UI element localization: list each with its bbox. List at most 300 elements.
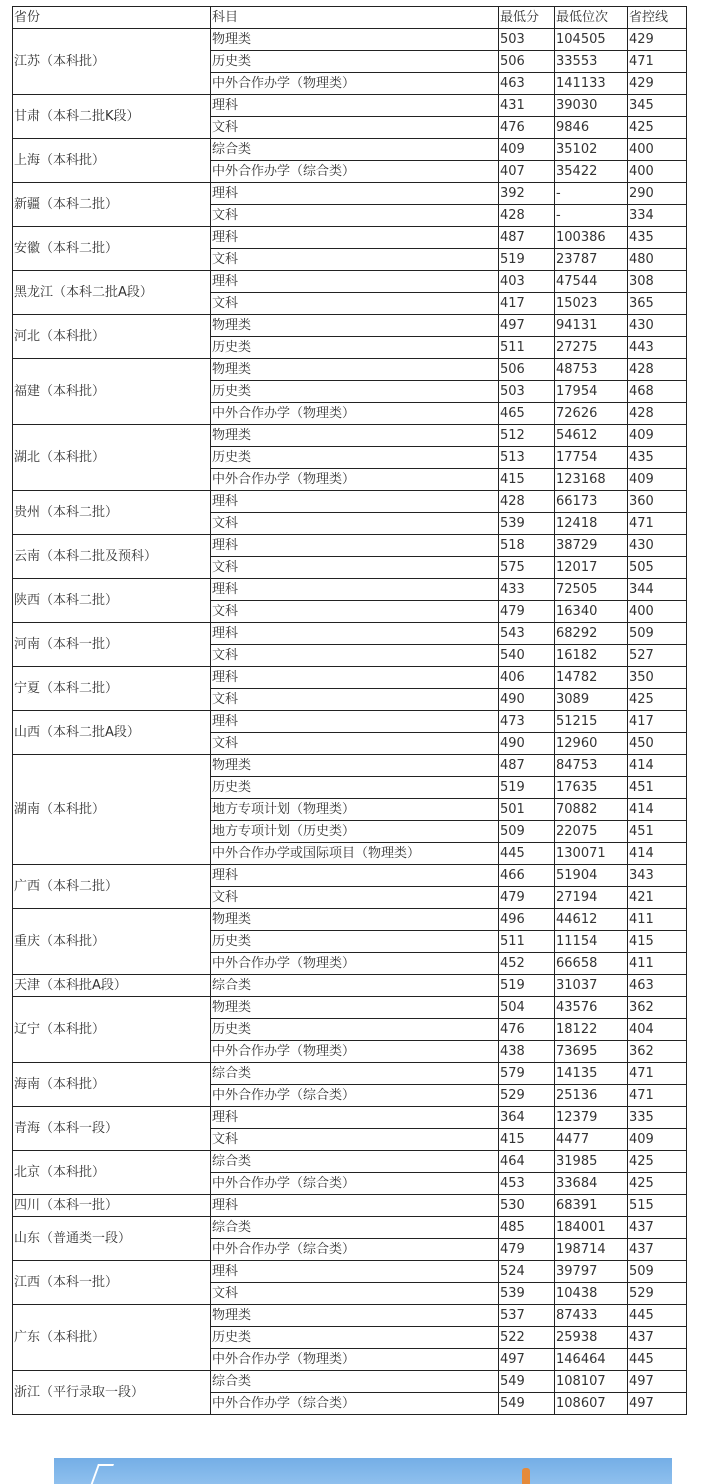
subject-cell: 文科 bbox=[211, 117, 499, 139]
min-score-cell: 522 bbox=[499, 1327, 555, 1349]
control-line-cell: 409 bbox=[628, 1129, 687, 1151]
control-line-cell: 365 bbox=[628, 293, 687, 315]
subject-cell: 理科 bbox=[211, 535, 499, 557]
subject-cell: 地方专项计划（历史类） bbox=[211, 821, 499, 843]
control-line-cell: 505 bbox=[628, 557, 687, 579]
subject-cell: 理科 bbox=[211, 1261, 499, 1283]
subject-cell: 中外合作办学（物理类） bbox=[211, 1041, 499, 1063]
subject-cell: 文科 bbox=[211, 1129, 499, 1151]
province-cell: 上海（本科批） bbox=[13, 139, 211, 183]
table-row bbox=[13, 667, 687, 689]
min-rank-cell: 146464 bbox=[555, 1349, 628, 1371]
subject-cell: 历史类 bbox=[211, 1327, 499, 1349]
min-rank-cell: 27275 bbox=[555, 337, 628, 359]
min-rank-cell: 33684 bbox=[555, 1173, 628, 1195]
province-cell: 浙江（平行录取一段） bbox=[13, 1371, 211, 1415]
min-rank-cell: 108607 bbox=[555, 1393, 628, 1415]
control-line-cell: 404 bbox=[628, 1019, 687, 1041]
province-cell: 广西（本科二批） bbox=[13, 865, 211, 909]
control-line-cell: 445 bbox=[628, 1349, 687, 1371]
admission-score-table bbox=[12, 6, 687, 1415]
min-rank-cell: 184001 bbox=[555, 1217, 628, 1239]
subject-cell: 文科 bbox=[211, 645, 499, 667]
min-score-cell: 403 bbox=[499, 271, 555, 293]
province-cell: 宁夏（本科二批） bbox=[13, 667, 211, 711]
province-cell: 安徽（本科二批） bbox=[13, 227, 211, 271]
control-line-cell: 471 bbox=[628, 1063, 687, 1085]
table-row bbox=[13, 491, 687, 513]
table-row bbox=[13, 1371, 687, 1393]
control-line-cell: 415 bbox=[628, 931, 687, 953]
province-cell: 江苏（本科批） bbox=[13, 29, 211, 95]
min-rank-cell: 68391 bbox=[555, 1195, 628, 1217]
min-score-cell: 579 bbox=[499, 1063, 555, 1085]
min-score-cell: 504 bbox=[499, 997, 555, 1019]
min-score-cell: 466 bbox=[499, 865, 555, 887]
control-line-cell: 425 bbox=[628, 117, 687, 139]
subject-cell: 文科 bbox=[211, 689, 499, 711]
min-rank-cell: 14135 bbox=[555, 1063, 628, 1085]
min-rank-cell: 198714 bbox=[555, 1239, 628, 1261]
banner-decoration bbox=[90, 1464, 114, 1484]
subject-cell: 文科 bbox=[211, 249, 499, 271]
min-rank-cell: 12017 bbox=[555, 557, 628, 579]
min-score-cell: 575 bbox=[499, 557, 555, 579]
min-score-cell: 519 bbox=[499, 975, 555, 997]
control-line-cell: 480 bbox=[628, 249, 687, 271]
min-rank-cell: 3089 bbox=[555, 689, 628, 711]
table-row bbox=[13, 865, 687, 887]
control-line-cell: 421 bbox=[628, 887, 687, 909]
province-cell: 福建（本科批） bbox=[13, 359, 211, 425]
min-score-cell: 406 bbox=[499, 667, 555, 689]
min-score-cell: 512 bbox=[499, 425, 555, 447]
min-rank-cell: 47544 bbox=[555, 271, 628, 293]
min-rank-cell: 108107 bbox=[555, 1371, 628, 1393]
min-score-cell: 415 bbox=[499, 1129, 555, 1151]
subject-cell: 物理类 bbox=[211, 755, 499, 777]
table-row bbox=[13, 95, 687, 117]
subject-cell: 理科 bbox=[211, 579, 499, 601]
header-subject: 科目 bbox=[211, 7, 499, 29]
subject-cell: 理科 bbox=[211, 183, 499, 205]
min-score-cell: 501 bbox=[499, 799, 555, 821]
min-score-cell: 479 bbox=[499, 1239, 555, 1261]
min-rank-cell: 33553 bbox=[555, 51, 628, 73]
control-line-cell: 335 bbox=[628, 1107, 687, 1129]
province-cell: 四川（本科一批） bbox=[13, 1195, 211, 1217]
subject-cell: 文科 bbox=[211, 887, 499, 909]
min-score-cell: 511 bbox=[499, 931, 555, 953]
table-row bbox=[13, 623, 687, 645]
province-cell: 黑龙江（本科二批A段） bbox=[13, 271, 211, 315]
min-score-cell: 485 bbox=[499, 1217, 555, 1239]
subject-cell: 中外合作办学（物理类） bbox=[211, 403, 499, 425]
control-line-cell: 417 bbox=[628, 711, 687, 733]
min-rank-cell: 51904 bbox=[555, 865, 628, 887]
control-line-cell: 344 bbox=[628, 579, 687, 601]
min-rank-cell: 87433 bbox=[555, 1305, 628, 1327]
min-score-cell: 497 bbox=[499, 1349, 555, 1371]
min-score-cell: 428 bbox=[499, 205, 555, 227]
table-row bbox=[13, 997, 687, 1019]
control-line-cell: 471 bbox=[628, 1085, 687, 1107]
min-rank-cell: 9846 bbox=[555, 117, 628, 139]
province-cell: 云南（本科二批及预科） bbox=[13, 535, 211, 579]
min-rank-cell: 17635 bbox=[555, 777, 628, 799]
control-line-cell: 450 bbox=[628, 733, 687, 755]
province-cell: 河北（本科批） bbox=[13, 315, 211, 359]
province-cell: 江西（本科一批） bbox=[13, 1261, 211, 1305]
min-score-cell: 415 bbox=[499, 469, 555, 491]
min-rank-cell: - bbox=[555, 183, 628, 205]
province-cell: 辽宁（本科批） bbox=[13, 997, 211, 1063]
min-rank-cell: 51215 bbox=[555, 711, 628, 733]
control-line-cell: 463 bbox=[628, 975, 687, 997]
min-score-cell: 503 bbox=[499, 381, 555, 403]
control-line-cell: 437 bbox=[628, 1327, 687, 1349]
min-score-cell: 433 bbox=[499, 579, 555, 601]
min-rank-cell: 15023 bbox=[555, 293, 628, 315]
min-rank-cell: - bbox=[555, 205, 628, 227]
min-rank-cell: 10438 bbox=[555, 1283, 628, 1305]
control-line-cell: 430 bbox=[628, 315, 687, 337]
control-line-cell: 345 bbox=[628, 95, 687, 117]
control-line-cell: 527 bbox=[628, 645, 687, 667]
header-min-rank: 最低位次 bbox=[555, 7, 628, 29]
min-score-cell: 518 bbox=[499, 535, 555, 557]
min-score-cell: 519 bbox=[499, 777, 555, 799]
min-score-cell: 490 bbox=[499, 689, 555, 711]
control-line-cell: 400 bbox=[628, 161, 687, 183]
control-line-cell: 430 bbox=[628, 535, 687, 557]
min-score-cell: 473 bbox=[499, 711, 555, 733]
min-score-cell: 506 bbox=[499, 51, 555, 73]
control-line-cell: 443 bbox=[628, 337, 687, 359]
min-score-cell: 496 bbox=[499, 909, 555, 931]
min-score-cell: 487 bbox=[499, 227, 555, 249]
control-line-cell: 360 bbox=[628, 491, 687, 513]
subject-cell: 理科 bbox=[211, 491, 499, 513]
subject-cell: 中外合作办学（物理类） bbox=[211, 469, 499, 491]
min-score-cell: 537 bbox=[499, 1305, 555, 1327]
control-line-cell: 468 bbox=[628, 381, 687, 403]
subject-cell: 理科 bbox=[211, 865, 499, 887]
min-score-cell: 503 bbox=[499, 29, 555, 51]
province-cell: 天津（本科批A段） bbox=[13, 975, 211, 997]
min-rank-cell: 130071 bbox=[555, 843, 628, 865]
control-line-cell: 409 bbox=[628, 469, 687, 491]
subject-cell: 中外合作办学（综合类） bbox=[211, 1173, 499, 1195]
min-rank-cell: 43576 bbox=[555, 997, 628, 1019]
table-row bbox=[13, 359, 687, 381]
min-score-cell: 445 bbox=[499, 843, 555, 865]
subject-cell: 历史类 bbox=[211, 51, 499, 73]
min-rank-cell: 100386 bbox=[555, 227, 628, 249]
subject-cell: 理科 bbox=[211, 623, 499, 645]
min-rank-cell: 35422 bbox=[555, 161, 628, 183]
min-score-cell: 529 bbox=[499, 1085, 555, 1107]
subject-cell: 物理类 bbox=[211, 1305, 499, 1327]
control-line-cell: 435 bbox=[628, 227, 687, 249]
min-rank-cell: 22075 bbox=[555, 821, 628, 843]
min-rank-cell: 38729 bbox=[555, 535, 628, 557]
subject-cell: 文科 bbox=[211, 1283, 499, 1305]
min-score-cell: 509 bbox=[499, 821, 555, 843]
min-rank-cell: 84753 bbox=[555, 755, 628, 777]
min-rank-cell: 16182 bbox=[555, 645, 628, 667]
min-rank-cell: 66173 bbox=[555, 491, 628, 513]
control-line-cell: 428 bbox=[628, 403, 687, 425]
control-line-cell: 414 bbox=[628, 755, 687, 777]
min-score-cell: 431 bbox=[499, 95, 555, 117]
subject-cell: 中外合作办学（物理类） bbox=[211, 953, 499, 975]
control-line-cell: 362 bbox=[628, 1041, 687, 1063]
control-line-cell: 509 bbox=[628, 1261, 687, 1283]
province-cell: 山西（本科二批A段） bbox=[13, 711, 211, 755]
subject-cell: 物理类 bbox=[211, 909, 499, 931]
min-rank-cell: 68292 bbox=[555, 623, 628, 645]
subject-cell: 中外合作办学（综合类） bbox=[211, 161, 499, 183]
min-rank-cell: 14782 bbox=[555, 667, 628, 689]
control-line-cell: 471 bbox=[628, 513, 687, 535]
subject-cell: 综合类 bbox=[211, 1217, 499, 1239]
min-rank-cell: 12960 bbox=[555, 733, 628, 755]
subject-cell: 理科 bbox=[211, 711, 499, 733]
subject-cell: 物理类 bbox=[211, 29, 499, 51]
control-line-cell: 497 bbox=[628, 1393, 687, 1415]
min-rank-cell: 16340 bbox=[555, 601, 628, 623]
min-rank-cell: 27194 bbox=[555, 887, 628, 909]
table-row bbox=[13, 909, 687, 931]
min-score-cell: 465 bbox=[499, 403, 555, 425]
control-line-cell: 414 bbox=[628, 799, 687, 821]
min-rank-cell: 70882 bbox=[555, 799, 628, 821]
subject-cell: 综合类 bbox=[211, 1151, 499, 1173]
min-score-cell: 476 bbox=[499, 117, 555, 139]
min-rank-cell: 17754 bbox=[555, 447, 628, 469]
min-score-cell: 409 bbox=[499, 139, 555, 161]
table-row bbox=[13, 271, 687, 293]
min-score-cell: 506 bbox=[499, 359, 555, 381]
control-line-cell: 437 bbox=[628, 1217, 687, 1239]
subject-cell: 中外合作办学（物理类） bbox=[211, 73, 499, 95]
min-score-cell: 428 bbox=[499, 491, 555, 513]
min-rank-cell: 141133 bbox=[555, 73, 628, 95]
subject-cell: 文科 bbox=[211, 293, 499, 315]
min-score-cell: 452 bbox=[499, 953, 555, 975]
min-rank-cell: 18122 bbox=[555, 1019, 628, 1041]
subject-cell: 历史类 bbox=[211, 337, 499, 359]
control-line-cell: 425 bbox=[628, 1151, 687, 1173]
min-rank-cell: 54612 bbox=[555, 425, 628, 447]
control-line-cell: 350 bbox=[628, 667, 687, 689]
min-rank-cell: 31037 bbox=[555, 975, 628, 997]
table-row bbox=[13, 1261, 687, 1283]
header-control-line: 省控线 bbox=[628, 7, 687, 29]
table-row bbox=[13, 975, 687, 997]
subject-cell: 历史类 bbox=[211, 931, 499, 953]
min-score-cell: 479 bbox=[499, 887, 555, 909]
subject-cell: 历史类 bbox=[211, 447, 499, 469]
control-line-cell: 343 bbox=[628, 865, 687, 887]
min-score-cell: 407 bbox=[499, 161, 555, 183]
subject-cell: 综合类 bbox=[211, 1063, 499, 1085]
min-rank-cell: 104505 bbox=[555, 29, 628, 51]
min-score-cell: 463 bbox=[499, 73, 555, 95]
subject-cell: 中外合作办学（综合类） bbox=[211, 1239, 499, 1261]
table-body bbox=[13, 29, 687, 1415]
min-score-cell: 464 bbox=[499, 1151, 555, 1173]
control-line-cell: 411 bbox=[628, 953, 687, 975]
min-rank-cell: 12418 bbox=[555, 513, 628, 535]
min-rank-cell: 48753 bbox=[555, 359, 628, 381]
control-line-cell: 425 bbox=[628, 689, 687, 711]
table-row bbox=[13, 1305, 687, 1327]
table-row bbox=[13, 29, 687, 51]
table-row bbox=[13, 139, 687, 161]
subject-cell: 地方专项计划（物理类） bbox=[211, 799, 499, 821]
min-score-cell: 479 bbox=[499, 601, 555, 623]
province-cell: 湖北（本科批） bbox=[13, 425, 211, 491]
min-score-cell: 549 bbox=[499, 1371, 555, 1393]
min-rank-cell: 66658 bbox=[555, 953, 628, 975]
table-row bbox=[13, 535, 687, 557]
subject-cell: 综合类 bbox=[211, 1371, 499, 1393]
min-rank-cell: 35102 bbox=[555, 139, 628, 161]
min-score-cell: 487 bbox=[499, 755, 555, 777]
min-rank-cell: 72626 bbox=[555, 403, 628, 425]
min-score-cell: 539 bbox=[499, 513, 555, 535]
control-line-cell: 515 bbox=[628, 1195, 687, 1217]
min-score-cell: 438 bbox=[499, 1041, 555, 1063]
subject-cell: 理科 bbox=[211, 227, 499, 249]
province-cell: 湖南（本科批） bbox=[13, 755, 211, 865]
control-line-cell: 428 bbox=[628, 359, 687, 381]
control-line-cell: 451 bbox=[628, 821, 687, 843]
subject-cell: 历史类 bbox=[211, 381, 499, 403]
control-line-cell: 409 bbox=[628, 425, 687, 447]
province-cell: 广东（本科批） bbox=[13, 1305, 211, 1371]
table-row bbox=[13, 1195, 687, 1217]
table-row bbox=[13, 755, 687, 777]
control-line-cell: 429 bbox=[628, 73, 687, 95]
control-line-cell: 471 bbox=[628, 51, 687, 73]
min-rank-cell: 23787 bbox=[555, 249, 628, 271]
min-score-cell: 524 bbox=[499, 1261, 555, 1283]
table-row bbox=[13, 315, 687, 337]
min-rank-cell: 39030 bbox=[555, 95, 628, 117]
subject-cell: 文科 bbox=[211, 557, 499, 579]
control-line-cell: 509 bbox=[628, 623, 687, 645]
subject-cell: 历史类 bbox=[211, 777, 499, 799]
control-line-cell: 529 bbox=[628, 1283, 687, 1305]
control-line-cell: 437 bbox=[628, 1239, 687, 1261]
min-score-cell: 539 bbox=[499, 1283, 555, 1305]
min-rank-cell: 12379 bbox=[555, 1107, 628, 1129]
subject-cell: 历史类 bbox=[211, 1019, 499, 1041]
province-cell: 北京（本科批） bbox=[13, 1151, 211, 1195]
table-row bbox=[13, 711, 687, 733]
subject-cell: 理科 bbox=[211, 667, 499, 689]
min-rank-cell: 73695 bbox=[555, 1041, 628, 1063]
banner-decoration bbox=[522, 1468, 530, 1484]
subject-cell: 综合类 bbox=[211, 975, 499, 997]
min-score-cell: 549 bbox=[499, 1393, 555, 1415]
min-score-cell: 519 bbox=[499, 249, 555, 271]
control-line-cell: 425 bbox=[628, 1173, 687, 1195]
subject-cell: 中外合作办学（综合类） bbox=[211, 1085, 499, 1107]
min-score-cell: 530 bbox=[499, 1195, 555, 1217]
min-score-cell: 364 bbox=[499, 1107, 555, 1129]
table-row bbox=[13, 1151, 687, 1173]
subject-cell: 物理类 bbox=[211, 425, 499, 447]
min-rank-cell: 72505 bbox=[555, 579, 628, 601]
min-score-cell: 490 bbox=[499, 733, 555, 755]
subject-cell: 文科 bbox=[211, 601, 499, 623]
control-line-cell: 400 bbox=[628, 601, 687, 623]
min-score-cell: 497 bbox=[499, 315, 555, 337]
min-rank-cell: 25136 bbox=[555, 1085, 628, 1107]
table-row bbox=[13, 227, 687, 249]
control-line-cell: 497 bbox=[628, 1371, 687, 1393]
min-rank-cell: 25938 bbox=[555, 1327, 628, 1349]
control-line-cell: 429 bbox=[628, 29, 687, 51]
control-line-cell: 414 bbox=[628, 843, 687, 865]
subject-cell: 文科 bbox=[211, 513, 499, 535]
province-cell: 河南（本科一批） bbox=[13, 623, 211, 667]
min-score-cell: 453 bbox=[499, 1173, 555, 1195]
min-score-cell: 392 bbox=[499, 183, 555, 205]
table-row bbox=[13, 183, 687, 205]
min-rank-cell: 94131 bbox=[555, 315, 628, 337]
control-line-cell: 334 bbox=[628, 205, 687, 227]
province-cell: 青海（本科一段） bbox=[13, 1107, 211, 1151]
min-score-cell: 417 bbox=[499, 293, 555, 315]
min-rank-cell: 44612 bbox=[555, 909, 628, 931]
table-row bbox=[13, 1107, 687, 1129]
province-cell: 贵州（本科二批） bbox=[13, 491, 211, 535]
table-row bbox=[13, 425, 687, 447]
province-cell: 山东（普通类一段） bbox=[13, 1217, 211, 1261]
subject-cell: 综合类 bbox=[211, 139, 499, 161]
control-line-cell: 362 bbox=[628, 997, 687, 1019]
control-line-cell: 411 bbox=[628, 909, 687, 931]
control-line-cell: 290 bbox=[628, 183, 687, 205]
subject-cell: 中外合作办学或国际项目（物理类） bbox=[211, 843, 499, 865]
control-line-cell: 435 bbox=[628, 447, 687, 469]
table-row bbox=[13, 1217, 687, 1239]
subject-cell: 中外合作办学（综合类） bbox=[211, 1393, 499, 1415]
min-score-cell: 513 bbox=[499, 447, 555, 469]
subject-cell: 理科 bbox=[211, 271, 499, 293]
province-cell: 陕西（本科二批） bbox=[13, 579, 211, 623]
province-cell: 新疆（本科二批） bbox=[13, 183, 211, 227]
subject-cell: 理科 bbox=[211, 1107, 499, 1129]
header-min-score: 最低分 bbox=[499, 7, 555, 29]
control-line-cell: 451 bbox=[628, 777, 687, 799]
subject-cell: 物理类 bbox=[211, 359, 499, 381]
subject-cell: 文科 bbox=[211, 205, 499, 227]
min-rank-cell: 39797 bbox=[555, 1261, 628, 1283]
table-header-row bbox=[13, 7, 687, 29]
min-score-cell: 543 bbox=[499, 623, 555, 645]
table-row bbox=[13, 579, 687, 601]
province-cell: 甘肃（本科二批K段） bbox=[13, 95, 211, 139]
min-rank-cell: 123168 bbox=[555, 469, 628, 491]
min-rank-cell: 11154 bbox=[555, 931, 628, 953]
subject-cell: 理科 bbox=[211, 95, 499, 117]
